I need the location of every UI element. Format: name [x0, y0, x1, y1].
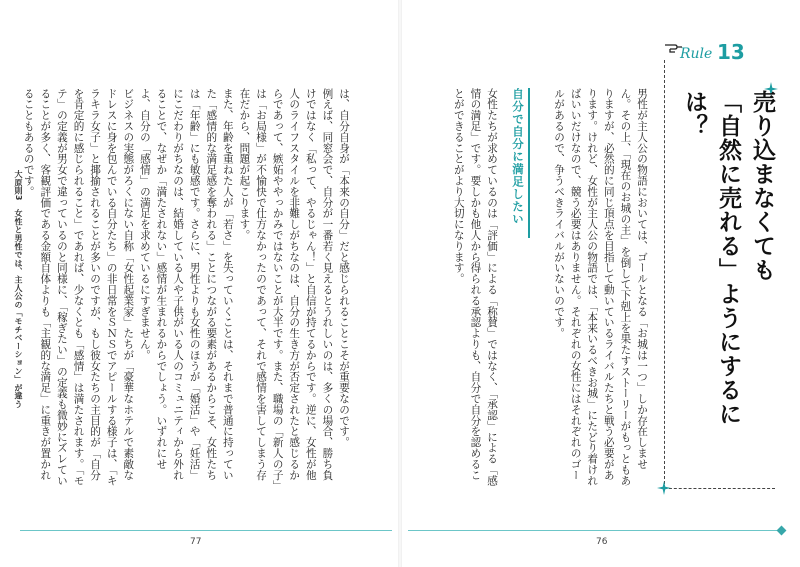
rule-title-line: 売り込まなくても [749, 90, 775, 282]
body-paragraph: は、自分自身が「本来の自分」だと感じられることこそが重要なのです。 [338, 88, 350, 448]
body-paragraph: 女性たちが求めているのは「評価」による「称賛」ではなく、「承認」による「感情の満足」です。要しかも他人から得られる承認よりも、自分で自分を認めることができることがより大切になります。 [452, 88, 498, 486]
footer-rule [408, 530, 780, 531]
footer-rule [20, 530, 392, 531]
body-paragraph: ビジネスの実態がろくにない自称「女性起業家」たちが「豪華なホテルで素敵なドレスに身を包んでいる自分たち」の非日常をＳＮＳでアピールする様子は、「キラキラ女子」と揶揄されることが多いのですが、もし彼女たちの主目的が「自分を肯定的に感じられること」であれば、少なくとも「感情」は満たされます。「モテ」の定義が男女で違っているのと同様に、「稼ぎたい」の定義も微妙にズレていることが多く、客観評価である金額自体よりも「主観的な満足」に重きが置かれることもあるのです。 [22, 88, 135, 486]
rule-title-line: 「自然に売れる」ようにするには？ [681, 90, 741, 426]
rule-label: Rule [680, 46, 713, 62]
subheading: 自分で自分に満足したい [506, 88, 530, 238]
left-body-text [22, 88, 352, 488]
body-paragraph: 例えば、同窓会で、自分が一番若く見えるとうれしいのは、多くの場合、勝ち負けではなく「私って、やるじゃん！」と自信が持てるからです。逆に、女性が他人のライフスタイルを非難しがちなのは、自分の生き方が否定されたと感じるからであって、嫉妬ややっかみではないことが大半です。また、職場の「新人の子」は「お局様」が不愉快で仕方なかったのであって、それで感情を害してしまう存在だから、問題が起こります。 [238, 88, 334, 486]
running-head: 大原則3 女性と男性では、主人公の「モチベーション」が違う [14, 170, 23, 409]
rule-number: 13 [717, 40, 745, 64]
right-body-text [418, 88, 500, 488]
intro-text [540, 88, 650, 488]
sparkle-icon [657, 481, 671, 495]
page-number: 77 [190, 537, 202, 547]
intro-paragraph: 男性が主人公の物語においては、ゴールとなる「お城は一つ」しか存在しません。その上、「現在のお城の主」を倒して下剋上を果たすストーリーがもっともありますが、必然的に同じ頂点を目指して動いているライバルたちと戦う必要があります。けれど、女性が主人公の物語では、「本来いるべきお城」にたどり着ければいいだけなので、競う必要はありません。それぞれの女性にはそれぞれのゴールがあるので、争うべきライバルがいないのです。 [553, 88, 648, 486]
rule-title [677, 90, 779, 470]
body-paragraph: また、年齢を重ねた人が「若さ」を失っていくことは、それまで普通に持っていた「感情的な満足感を奪われる」ことにつながる要素があるからこそ、女性たちは「年齢」にも敏感です。さらに、男性よりも女性のほうが「婚活」や「妊活」にこだわりがちなのは、結婚している人や子供がいる人のコミュニティから外れることで、なぜか「満たされない」感情が生まれるからでしょう。いずれにせよ、自分の「感情」の満足を求めているにすぎません。 [138, 88, 234, 481]
page-number: 76 [596, 537, 608, 547]
